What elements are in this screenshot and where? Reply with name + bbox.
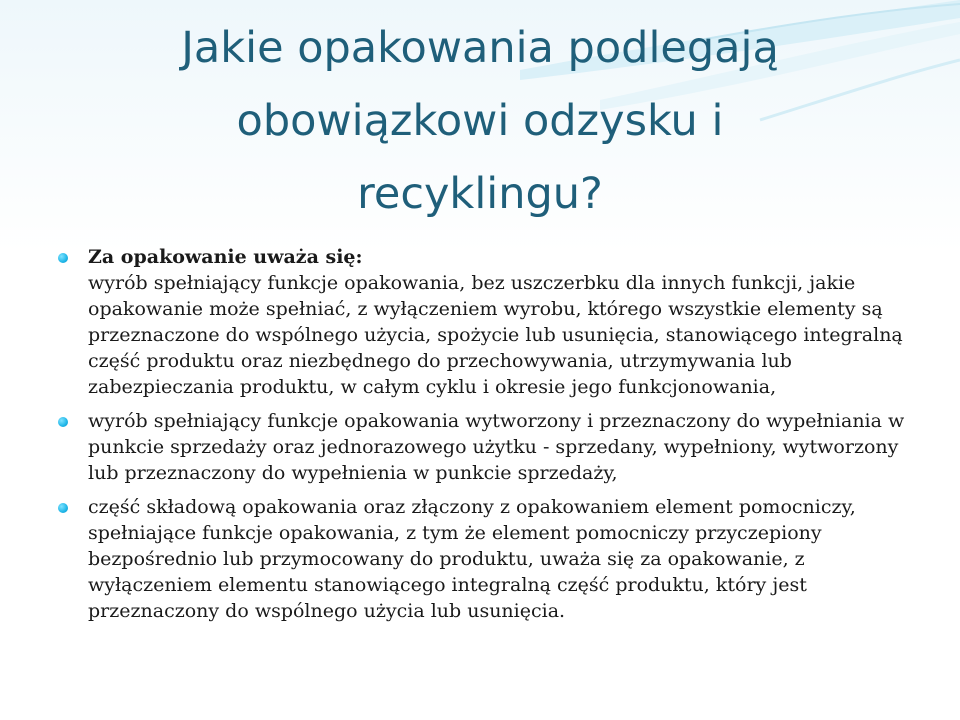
slide-title: Jakie opakowania podlegają obowiązkowi odzysku i recyklingu? xyxy=(181,23,779,219)
list-item xyxy=(52,494,912,624)
bullet-icon xyxy=(58,503,68,513)
slide-body xyxy=(52,244,912,632)
intro-heading: Za opakowanie uważa się: xyxy=(88,246,363,268)
list-item-text: wyrób spełniający funkcje opakowania, bez uszczerbku dla innych funkcji, jakie opakowanie może spełniać, z wyłączeniem wyrobu, którego wszystkie elementy są przeznaczone do wspólnego użycia, spożycie lub usunięcia, stanowiącego integralną część produktu oraz niezbędnego do przechowywania, utrzymywania lub zabezpieczania produktu, w całym cyklu i okresie jego funkcjonowania, xyxy=(88,272,903,398)
bullet-list xyxy=(52,244,912,624)
list-item-text: wyrób spełniający funkcje opakowania wytworzony i przeznaczony do wypełniania w punkcie sprzedaży oraz jednorazowego użytku - sprzedany, wypełniony, wytworzony lub przeznaczony do wypełnienia w punkcie sprzedaży, xyxy=(88,410,905,484)
bullet-icon xyxy=(58,253,68,263)
list-item xyxy=(52,244,912,400)
list-item xyxy=(52,408,912,486)
list-item-text: część składową opakowania oraz złączony z opakowaniem element pomocniczy, spełniające funkcje opakowania, z tym że element pomocniczy przyczepiony bezpośrednio lub przymocowany do produktu, uważa się za opakowanie, z wyłączeniem elementu stanowiącego integralną część produktu, który jest przeznaczony do wspólnego użycia lub usunięcia. xyxy=(88,496,856,622)
bullet-icon xyxy=(58,417,68,427)
